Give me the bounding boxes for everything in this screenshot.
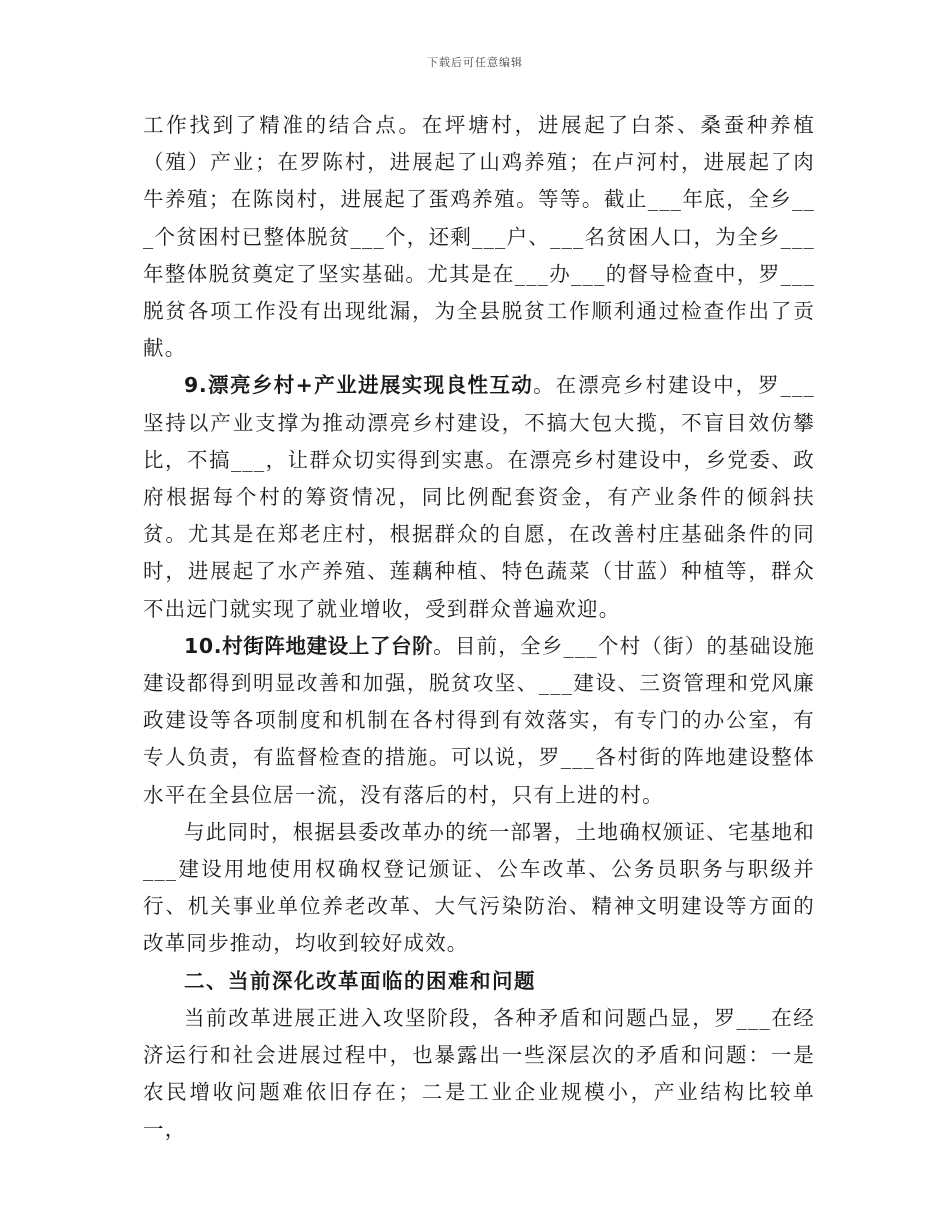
item-10-heading: 10.村街阵地建设上了台阶 [184,633,434,658]
paragraph-difficulties: 当前改革进展正进入攻坚阶段，各种矛盾和问题凸显，罗___在经济运行和社会进展过程中，也暴露出一些深层次的矛盾和问题：一是农民增收问题难依旧存在；二是工业企业规模小，产业结构比较单一， [143,1005,815,1142]
item-10-body: 。目前，全乡___个村（街）的基础设施建设都得到明显改善和加强，脱贫攻坚、___建设、三资管理和党风廉政建设等各项制度和机制在各村得到有效落实，有专门的办公室，有专人负责，有监督检查的措施。可以说，罗___各村街的阵地建设整体水平在全县位居一流，没有落后的村，只有上进的村。 [143,633,815,807]
page-header: 下载后可任意编辑 [427,56,523,69]
paragraph-reform-summary: 与此同时，根据县委改革办的统一部署，土地确权颁证、宅基地和___建设用地使用权确权登记颁证、公车改革、公务员职务与职级并行、机关事业单位养老改革、大气污染防治、精神文明建设等方面的改革同步推动，均收到较好成效。 [143,819,815,956]
item-9-heading: 9.漂亮乡村+产业进展实现良性互动 [184,373,534,398]
paragraph-item-9 [143,367,815,627]
paragraph-continuation: 工作找到了精准的结合点。在坪塘村，进展起了白茶、桑蚕种养植（殖）产业；在罗陈村，进展起了山鸡养殖；在卢河村，进展起了肉牛养殖；在陈岗村，进展起了蛋鸡养殖。等等。截止___年底，全乡___个贫困村已整体脱贫___个，还剩___户、___名贫困人口，为全乡___年整体脱贫奠定了坚实基础。尤其是在___办___的督导检查中，罗___脱贫各项工作没有出现纰漏，为全县脱贫工作顺利通过检查作出了贡献。 [143,113,815,361]
paragraph-item-10 [143,628,815,814]
document-body [143,107,815,1149]
section-heading-difficulties: 二、当前深化改革面临的困难和问题 [184,968,536,993]
item-9-body: 。在漂亮乡村建设中，罗___坚持以产业支撑为推动漂亮乡村建设，不搞大包大揽，不盲目效仿攀比，不搞___，让群众切实得到实惠。在漂亮乡村建设中，乡党委、政府根据每个村的筹资情况，同比例配套资金，有产业条件的倾斜扶贫。尤其是在郑老庄村，根据群众的自愿，在改善村庄基础条件的同时，进展起了水产养殖、莲藕种植、特色蔬菜（甘蓝）种植等，群众不出远门就实现了就业增收，受到群众普遍欢迎。 [143,373,815,621]
